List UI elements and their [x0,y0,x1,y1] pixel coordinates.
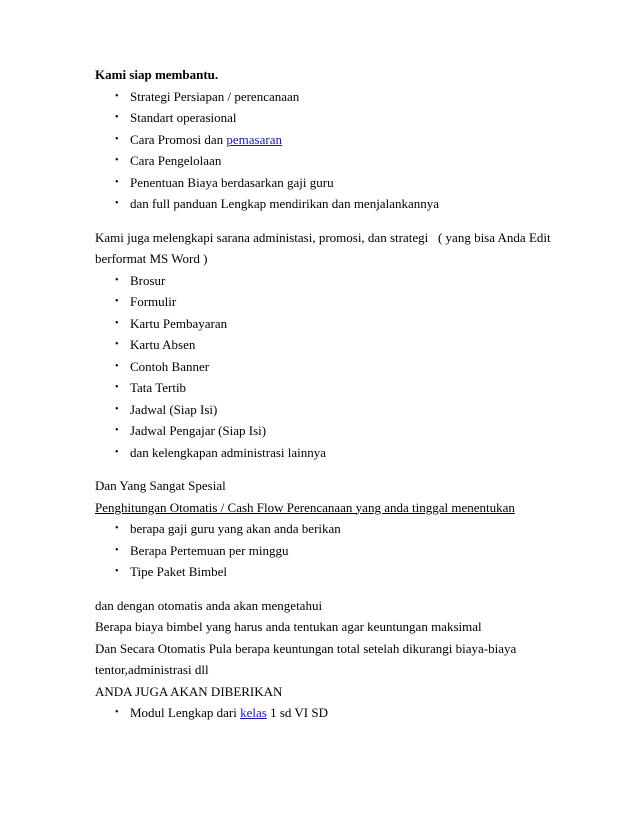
bullet-icon: • [115,446,119,458]
list-item: • Cara Pengelolaan [95,150,565,172]
bullet-icon: • [115,274,119,286]
list-item: • Brosur [95,270,565,292]
underlined-heading: Penghitungan Otomatis / Cash Flow Perencanaan yang anda tinggal menentukan [95,499,515,515]
list-item: • Jadwal (Siap Isi) [95,399,565,421]
pemasaran-link[interactable]: pemasaran [226,131,282,147]
list-item: • Tata Tertib [95,377,565,399]
list-item: • Kartu Absen [95,334,565,356]
list-item: • Modul Lengkap dari kelas 1 sd VI SD [95,702,565,724]
paragraph-line: Berapa biaya bimbel yang harus anda tentukan agar keuntungan maksimal [95,619,482,634]
bullet-icon: • [115,133,119,145]
bullet-icon: • [115,403,119,415]
list-item: • berapa gaji guru yang akan anda berikan [95,518,565,540]
spacer [95,463,565,475]
list-item: • Penentuan Biaya berdasarkan gaji guru [95,172,565,194]
list-item: • Standart operasional [95,107,565,129]
list-item: • Kartu Pembayaran [95,313,565,335]
bullet-icon: • [115,90,119,102]
bullet-icon: • [115,566,119,577]
document-page [95,64,565,724]
bullet-icon: • [115,176,119,188]
bullet-icon: • [115,339,119,350]
list-item: • Strategi Persiapan / perencanaan [95,86,565,108]
list-item: • dan full panduan Lengkap mendirikan dan menjalankannya [95,193,565,215]
bullet-icon: • [115,112,119,123]
bullet-list-services [95,86,565,215]
bullet-icon: • [115,707,119,718]
list-item: • dan kelengkapan administrasi lainnya [95,442,565,464]
bullet-icon: • [115,198,119,209]
spacer [95,583,565,595]
list-item: • Jadwal Pengajar (Siap Isi) [95,420,565,442]
paragraph-line: dan dengan otomatis anda akan mengetahui [95,597,323,613]
bullet-icon: • [115,360,119,372]
bullet-list-modul [95,702,565,724]
paragraph-line: tentor,administrasi dll [95,662,209,677]
list-item: • Formulir [95,291,565,313]
section-heading: Kami siap membantu. [95,67,219,82]
paragraph-line: ANDA JUGA AKAN DIBERIKAN [95,683,283,699]
bullet-icon: • [115,425,119,436]
bullet-list-calc [95,518,565,583]
bullet-icon: • [115,523,119,534]
bullet-icon: • [115,296,119,307]
paragraph-line: berformat MS Word ) [95,251,208,266]
list-item: • Cara Promosi dan pemasaran [95,129,565,151]
bullet-icon: • [115,155,119,166]
paragraph-line: Dan Secara Otomatis Pula berapa keuntungan total setelah dikurangi biaya-biaya [95,640,517,656]
spacer [95,215,565,227]
bullet-list-admin [95,270,565,464]
list-item: • Contoh Banner [95,356,565,378]
bullet-icon: • [115,382,119,393]
bullet-icon: • [115,317,119,329]
list-item: • Tipe Paket Bimbel [95,561,565,583]
paragraph-line: Dan Yang Sangat Spesial [95,478,226,493]
kelas-link[interactable]: kelas [240,705,267,720]
bullet-icon: • [115,544,119,556]
list-item: • Berapa Pertemuan per minggu [95,540,565,562]
paragraph-line: Kami juga melengkapi sarana administasi, promosi, dan strategi ( yang bisa Anda Edit [95,229,551,245]
